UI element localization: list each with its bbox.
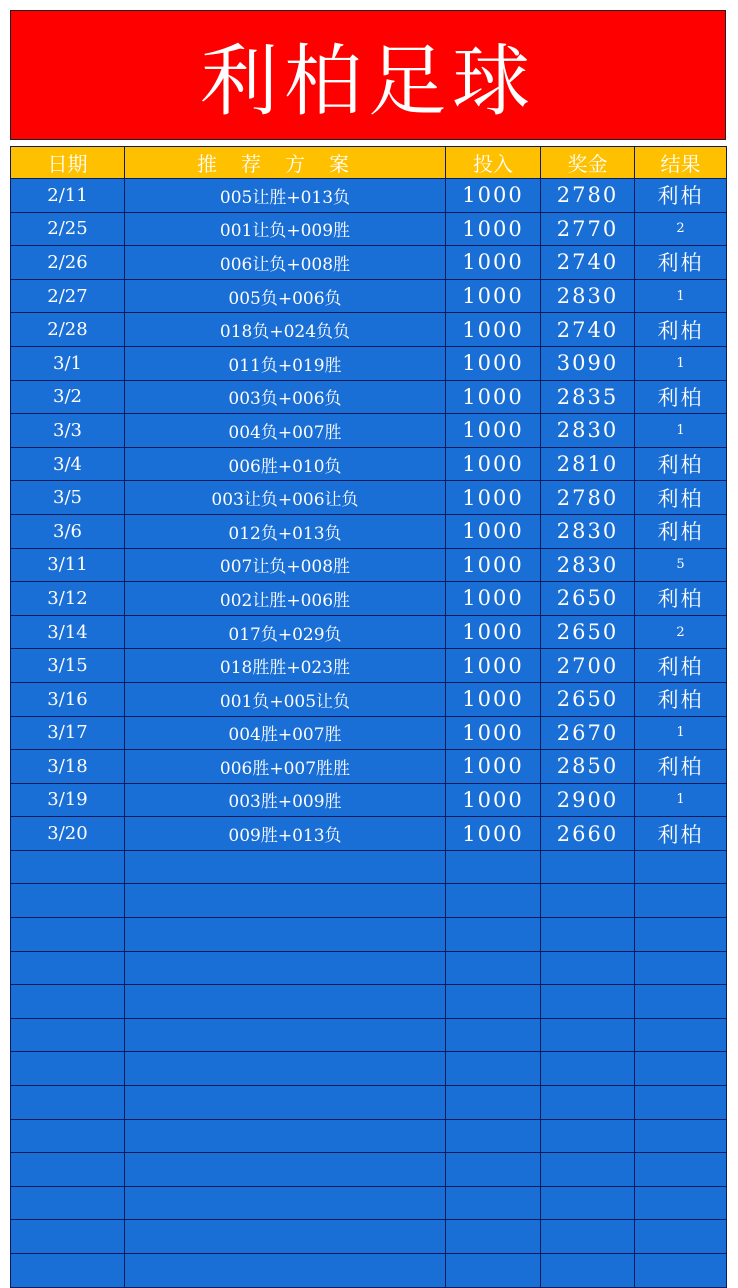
- table-row: [11, 514, 727, 548]
- column-header-prize: 奖金: [541, 147, 635, 179]
- stake-cell: 1000: [446, 548, 541, 582]
- empty-cell: [446, 1186, 541, 1220]
- empty-cell: [541, 1018, 635, 1052]
- page-title: 利柏足球: [199, 37, 536, 127]
- empty-row: [11, 1153, 727, 1187]
- result-cell: 利柏: [635, 817, 727, 851]
- table-row: [11, 246, 727, 280]
- prize-cell: 3090: [541, 346, 635, 380]
- result-cell: 1: [635, 716, 727, 750]
- result-cell: 利柏: [635, 514, 727, 548]
- plan-cell: 001负+005让负: [125, 682, 446, 716]
- empty-cell: [635, 1119, 727, 1153]
- empty-cell: [446, 1153, 541, 1187]
- empty-cell: [635, 1186, 727, 1220]
- plan-cell: 017负+029负: [125, 615, 446, 649]
- prize-cell: 2900: [541, 783, 635, 817]
- empty-cell: [125, 1119, 446, 1153]
- plan-cell: 006胜+010负: [125, 447, 446, 481]
- result-cell: 5: [635, 548, 727, 582]
- empty-row: [11, 1018, 727, 1052]
- stake-cell: 1000: [446, 346, 541, 380]
- result-cell: 2: [635, 212, 727, 246]
- plan-cell: 005让胜+013负: [125, 179, 446, 213]
- stake-cell: 1000: [446, 481, 541, 515]
- table-row: [11, 313, 727, 347]
- table-row: [11, 212, 727, 246]
- stake-cell: 1000: [446, 514, 541, 548]
- empty-cell: [125, 1254, 446, 1288]
- prize-cell: 2835: [541, 380, 635, 414]
- empty-cell: [125, 850, 446, 884]
- date-cell: 3/4: [11, 447, 125, 481]
- date-cell: 3/20: [11, 817, 125, 851]
- empty-cell: [541, 1119, 635, 1153]
- column-header-stake: 投入: [446, 147, 541, 179]
- empty-cell: [125, 884, 446, 918]
- empty-cell: [11, 1186, 125, 1220]
- empty-row: [11, 1052, 727, 1086]
- column-header-date: 日期: [11, 147, 125, 179]
- date-cell: 3/17: [11, 716, 125, 750]
- empty-cell: [635, 1018, 727, 1052]
- empty-cell: [541, 1254, 635, 1288]
- empty-cell: [446, 1119, 541, 1153]
- column-header-plan: 推荐方案: [125, 147, 446, 179]
- table-row: [11, 481, 727, 515]
- empty-cell: [446, 1254, 541, 1288]
- empty-cell: [635, 884, 727, 918]
- empty-cell: [11, 884, 125, 918]
- result-cell: 1: [635, 783, 727, 817]
- result-cell: 利柏: [635, 313, 727, 347]
- prize-cell: 2670: [541, 716, 635, 750]
- result-cell: 利柏: [635, 380, 727, 414]
- stake-cell: 1000: [446, 380, 541, 414]
- title-banner: [10, 10, 726, 140]
- table-row: [11, 615, 727, 649]
- empty-row: [11, 1119, 727, 1153]
- table-row: [11, 582, 727, 616]
- empty-cell: [11, 1220, 125, 1254]
- table-row: [11, 346, 727, 380]
- empty-row: [11, 918, 727, 952]
- table-row: [11, 716, 727, 750]
- empty-cell: [125, 1018, 446, 1052]
- empty-cell: [541, 850, 635, 884]
- empty-cell: [635, 1052, 727, 1086]
- empty-cell: [125, 918, 446, 952]
- result-cell: 1: [635, 279, 727, 313]
- results-table: [10, 146, 727, 1288]
- prize-cell: 2830: [541, 279, 635, 313]
- date-cell: 2/27: [11, 279, 125, 313]
- stake-cell: 1000: [446, 246, 541, 280]
- result-cell: 利柏: [635, 447, 727, 481]
- empty-cell: [11, 850, 125, 884]
- table-row: [11, 279, 727, 313]
- stake-cell: 1000: [446, 313, 541, 347]
- prize-cell: 2660: [541, 817, 635, 851]
- empty-cell: [446, 1220, 541, 1254]
- empty-cell: [125, 1220, 446, 1254]
- empty-row: [11, 884, 727, 918]
- table-row: [11, 414, 727, 448]
- prize-cell: 2810: [541, 447, 635, 481]
- empty-cell: [635, 1086, 727, 1120]
- stake-cell: 1000: [446, 716, 541, 750]
- empty-cell: [635, 951, 727, 985]
- table-row: [11, 750, 727, 784]
- table-row: [11, 447, 727, 481]
- table-row: [11, 682, 727, 716]
- plan-cell: 006胜+007胜胜: [125, 750, 446, 784]
- stake-cell: 1000: [446, 649, 541, 683]
- result-cell: 利柏: [635, 246, 727, 280]
- empty-cell: [541, 951, 635, 985]
- plan-cell: 007让负+008胜: [125, 548, 446, 582]
- empty-cell: [446, 1052, 541, 1086]
- stake-cell: 1000: [446, 179, 541, 213]
- plan-cell: 012负+013负: [125, 514, 446, 548]
- table-row: [11, 817, 727, 851]
- result-cell: 2: [635, 615, 727, 649]
- empty-cell: [541, 1220, 635, 1254]
- date-cell: 3/12: [11, 582, 125, 616]
- empty-cell: [11, 951, 125, 985]
- date-cell: 2/25: [11, 212, 125, 246]
- empty-cell: [11, 918, 125, 952]
- result-cell: 利柏: [635, 481, 727, 515]
- date-cell: 3/5: [11, 481, 125, 515]
- empty-cell: [446, 850, 541, 884]
- plan-cell: 003胜+009胜: [125, 783, 446, 817]
- empty-cell: [446, 918, 541, 952]
- result-cell: 利柏: [635, 750, 727, 784]
- empty-row: [11, 985, 727, 1019]
- stake-cell: 1000: [446, 817, 541, 851]
- empty-cell: [541, 1086, 635, 1120]
- table-row: [11, 649, 727, 683]
- result-cell: 1: [635, 414, 727, 448]
- empty-cell: [11, 1052, 125, 1086]
- date-cell: 3/2: [11, 380, 125, 414]
- result-cell: 利柏: [635, 649, 727, 683]
- prize-cell: 2650: [541, 615, 635, 649]
- empty-cell: [446, 985, 541, 1019]
- empty-cell: [446, 951, 541, 985]
- table-row: [11, 380, 727, 414]
- plan-cell: 011负+019胜: [125, 346, 446, 380]
- empty-cell: [125, 951, 446, 985]
- empty-cell: [541, 918, 635, 952]
- table-row: [11, 548, 727, 582]
- empty-cell: [541, 884, 635, 918]
- empty-cell: [11, 1119, 125, 1153]
- prize-cell: 2770: [541, 212, 635, 246]
- empty-cell: [446, 1018, 541, 1052]
- table-header-row: [11, 147, 727, 179]
- empty-cell: [11, 1153, 125, 1187]
- prize-cell: 2650: [541, 582, 635, 616]
- prize-cell: 2830: [541, 514, 635, 548]
- empty-row: [11, 951, 727, 985]
- plan-cell: 018胜胜+023胜: [125, 649, 446, 683]
- plan-cell: 003让负+006让负: [125, 481, 446, 515]
- date-cell: 3/15: [11, 649, 125, 683]
- date-cell: 2/26: [11, 246, 125, 280]
- table-row: [11, 179, 727, 213]
- empty-cell: [541, 1052, 635, 1086]
- date-cell: 2/28: [11, 313, 125, 347]
- result-cell: 利柏: [635, 582, 727, 616]
- empty-cell: [541, 985, 635, 1019]
- prize-cell: 2780: [541, 481, 635, 515]
- plan-cell: 004胜+007胜: [125, 716, 446, 750]
- stake-cell: 1000: [446, 447, 541, 481]
- empty-cell: [635, 1254, 727, 1288]
- result-cell: 利柏: [635, 179, 727, 213]
- plan-cell: 018负+024负负: [125, 313, 446, 347]
- empty-cell: [125, 1052, 446, 1086]
- result-cell: 1: [635, 346, 727, 380]
- empty-cell: [11, 1086, 125, 1120]
- empty-cell: [125, 1186, 446, 1220]
- date-cell: 3/3: [11, 414, 125, 448]
- prize-cell: 2850: [541, 750, 635, 784]
- empty-row: [11, 850, 727, 884]
- prize-cell: 2830: [541, 414, 635, 448]
- empty-cell: [541, 1186, 635, 1220]
- prize-cell: 2830: [541, 548, 635, 582]
- empty-cell: [11, 1254, 125, 1288]
- plan-cell: 006让负+008胜: [125, 246, 446, 280]
- column-header-result: 结果: [635, 147, 727, 179]
- plan-cell: 003负+006负: [125, 380, 446, 414]
- prize-cell: 2740: [541, 313, 635, 347]
- empty-cell: [125, 1153, 446, 1187]
- empty-cell: [446, 884, 541, 918]
- stake-cell: 1000: [446, 279, 541, 313]
- empty-row: [11, 1186, 727, 1220]
- prize-cell: 2740: [541, 246, 635, 280]
- plan-cell: 009胜+013负: [125, 817, 446, 851]
- date-cell: 3/14: [11, 615, 125, 649]
- empty-cell: [635, 1153, 727, 1187]
- date-cell: 3/1: [11, 346, 125, 380]
- prize-cell: 2650: [541, 682, 635, 716]
- empty-row: [11, 1220, 727, 1254]
- result-cell: 利柏: [635, 682, 727, 716]
- stake-cell: 1000: [446, 750, 541, 784]
- plan-cell: 002让胜+006胜: [125, 582, 446, 616]
- empty-cell: [125, 1086, 446, 1120]
- date-cell: 3/11: [11, 548, 125, 582]
- table-row: [11, 783, 727, 817]
- stake-cell: 1000: [446, 682, 541, 716]
- stake-cell: 1000: [446, 615, 541, 649]
- date-cell: 2/11: [11, 179, 125, 213]
- stake-cell: 1000: [446, 212, 541, 246]
- empty-cell: [125, 985, 446, 1019]
- empty-cell: [11, 985, 125, 1019]
- table-body: [11, 179, 727, 1288]
- empty-row: [11, 1254, 727, 1288]
- stake-cell: 1000: [446, 582, 541, 616]
- empty-cell: [635, 1220, 727, 1254]
- empty-cell: [541, 1153, 635, 1187]
- empty-cell: [11, 1018, 125, 1052]
- plan-cell: 004负+007胜: [125, 414, 446, 448]
- prize-cell: 2780: [541, 179, 635, 213]
- empty-cell: [635, 850, 727, 884]
- empty-cell: [635, 985, 727, 1019]
- date-cell: 3/6: [11, 514, 125, 548]
- plan-cell: 005负+006负: [125, 279, 446, 313]
- date-cell: 3/16: [11, 682, 125, 716]
- prize-cell: 2700: [541, 649, 635, 683]
- date-cell: 3/18: [11, 750, 125, 784]
- empty-cell: [635, 918, 727, 952]
- empty-cell: [446, 1086, 541, 1120]
- stake-cell: 1000: [446, 783, 541, 817]
- plan-cell: 001让负+009胜: [125, 212, 446, 246]
- stake-cell: 1000: [446, 414, 541, 448]
- empty-row: [11, 1086, 727, 1120]
- date-cell: 3/19: [11, 783, 125, 817]
